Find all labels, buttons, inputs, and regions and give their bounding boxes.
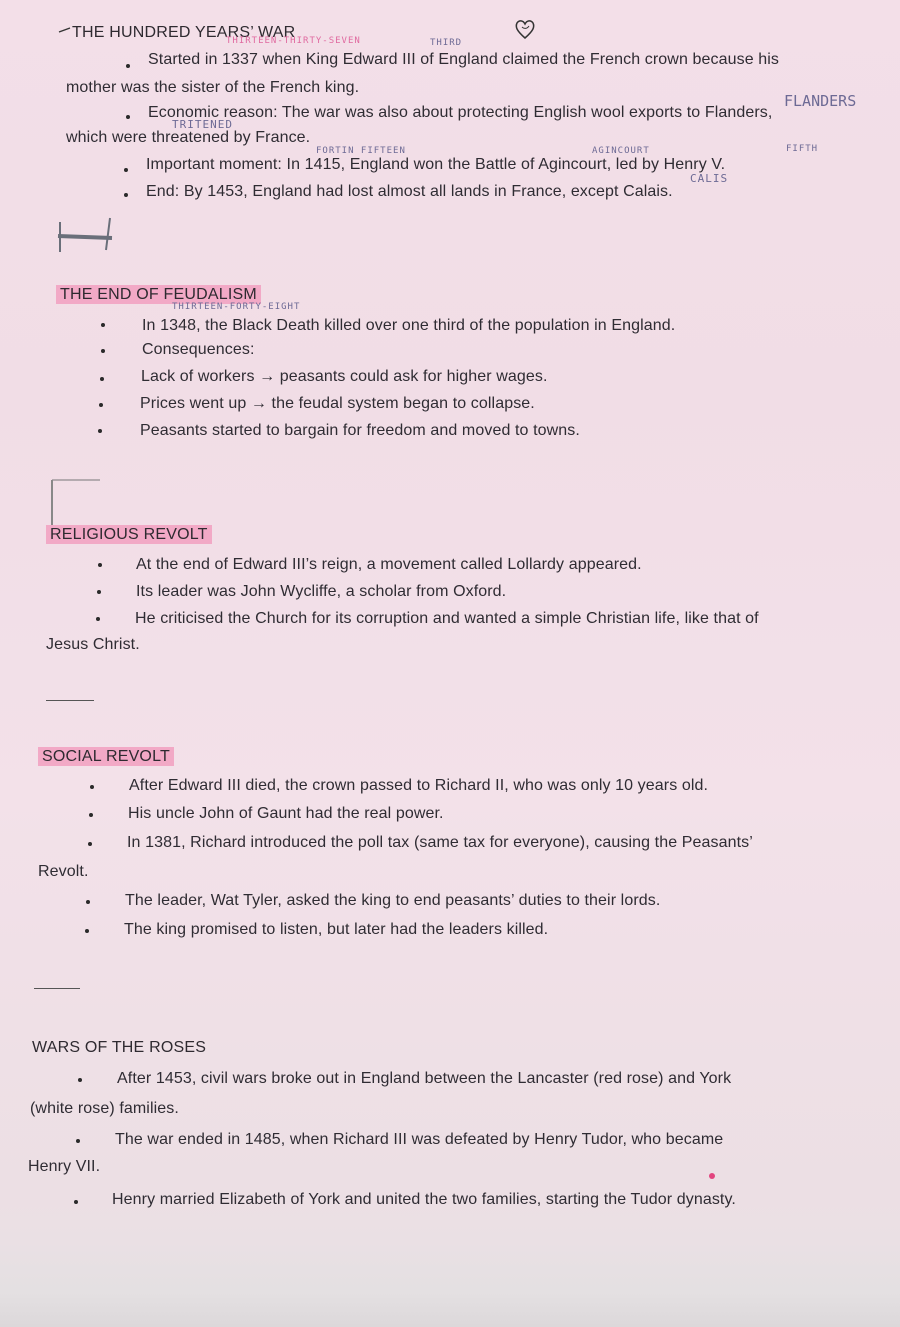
text-line: Prices went up → the feudal system began to collapse. — [140, 395, 535, 412]
page-bottom-shadow — [0, 1240, 900, 1327]
text-line: In 1381, Richard introduced the poll tax (same tax for everyone), causing the Peasants’ — [127, 834, 753, 851]
bullet-dot — [124, 168, 128, 172]
text-line: Henry VII. — [28, 1158, 101, 1175]
text-line: His uncle John of Gaunt had the real power. — [128, 805, 444, 822]
bullet-dot — [76, 1139, 80, 1143]
text-line: He criticised the Church for its corruption and wanted a simple Christian life, like that of — [135, 610, 759, 627]
pencil-note: TRITENED — [172, 118, 233, 131]
section-heading-religious-revolt: RELIGIOUS REVOLT — [46, 526, 212, 544]
bullet-dot — [126, 115, 130, 119]
bullet-dot — [99, 403, 103, 407]
text-line: Revolt. — [38, 863, 89, 880]
pencil-note: FORTIN FIFTEEN — [316, 146, 406, 156]
bullet-dot — [96, 617, 100, 621]
text-line: Lack of workers → peasants could ask for higher wages. — [141, 368, 548, 385]
pencil-note: THIRD — [430, 38, 463, 48]
section-divider — [46, 700, 94, 701]
text-line: The king promised to listen, but later had the leaders killed. — [124, 921, 549, 938]
bullet-dot — [126, 64, 130, 68]
pencil-note: THIRTEEN-FORTY-EIGHT — [172, 302, 301, 312]
bullet-dot — [88, 842, 92, 846]
text-line: Peasants started to bargain for freedom and moved to towns. — [140, 422, 580, 439]
bullet-dot — [78, 1078, 82, 1082]
bullet-dot — [85, 929, 89, 933]
bullet-dot — [97, 590, 101, 594]
text-line: At the end of Edward III’s reign, a movement called Lollardy appeared. — [136, 556, 642, 573]
text-line: Started in 1337 when King Edward III of England claimed the French crown because his — [148, 51, 779, 68]
section-heading-wars-of-the-roses: WARS OF THE ROSES — [32, 1039, 207, 1056]
text-line: The war ended in 1485, when Richard III was defeated by Henry Tudor, who became — [115, 1131, 724, 1148]
pencil-note: CALIS — [690, 172, 729, 185]
text-line: Economic reason: The war was also about protecting English wool exports to Flanders, — [148, 104, 773, 121]
bullet-dot — [101, 349, 105, 353]
bullet-dot — [90, 785, 94, 789]
section-heading-end-of-feudalism: THE END OF FEUDALISM — [56, 286, 261, 304]
section-divider — [34, 988, 80, 989]
bullet-dot — [124, 193, 128, 197]
pink-dot-mark — [709, 1173, 715, 1179]
corner-mark-icon — [58, 26, 72, 34]
pencil-note: FLANDERS — [784, 92, 857, 110]
bullet-dot — [89, 813, 93, 817]
bullet-dot — [74, 1200, 78, 1204]
text-line: Henry married Elizabeth of York and united the two families, starting the Tudor dynasty. — [112, 1191, 736, 1208]
text-line: Its leader was John Wycliffe, a scholar from Oxford. — [136, 583, 507, 600]
text-line: The leader, Wat Tyler, asked the king to end peasants’ duties to their lords. — [125, 892, 661, 909]
text-line: which were threatened by France. — [66, 129, 311, 146]
bullet-dot — [100, 377, 104, 381]
bullet-dot — [101, 323, 105, 327]
text-line: Consequences: — [142, 341, 255, 358]
section-heading-social-revolt: SOCIAL REVOLT — [38, 748, 174, 766]
bullet-dot — [86, 900, 90, 904]
pencil-note: FIFTH — [786, 144, 819, 154]
text-line: Jesus Christ. — [46, 636, 140, 653]
text-line: Important moment: In 1415, England won the Battle of Agincourt, led by Henry V. — [146, 156, 726, 173]
bullet-dot — [98, 563, 102, 567]
text-line: End: By 1453, England had lost almost all lands in France, except Calais. — [146, 183, 673, 200]
pencil-note: AGINCOURT — [592, 146, 650, 156]
text-line: After Edward III died, the crown passed to Richard II, who was only 10 years old. — [129, 777, 709, 794]
pencil-note: THIRTEEN-THIRTY-SEVEN — [226, 36, 361, 46]
text-line: In 1348, the Black Death killed over one third of the population in England. — [142, 317, 676, 334]
section-heading-hundred-years-war: THE HUNDRED YEARS’ WAR — [72, 24, 296, 41]
text-line: (white rose) families. — [30, 1100, 179, 1117]
heart-doodle-icon — [513, 18, 537, 40]
text-line: mother was the sister of the French king. — [66, 79, 360, 96]
margin-doodle-icon — [54, 214, 118, 254]
bullet-dot — [98, 429, 102, 433]
text-line: After 1453, civil wars broke out in England between the Lancaster (red rose) and York — [117, 1070, 732, 1087]
